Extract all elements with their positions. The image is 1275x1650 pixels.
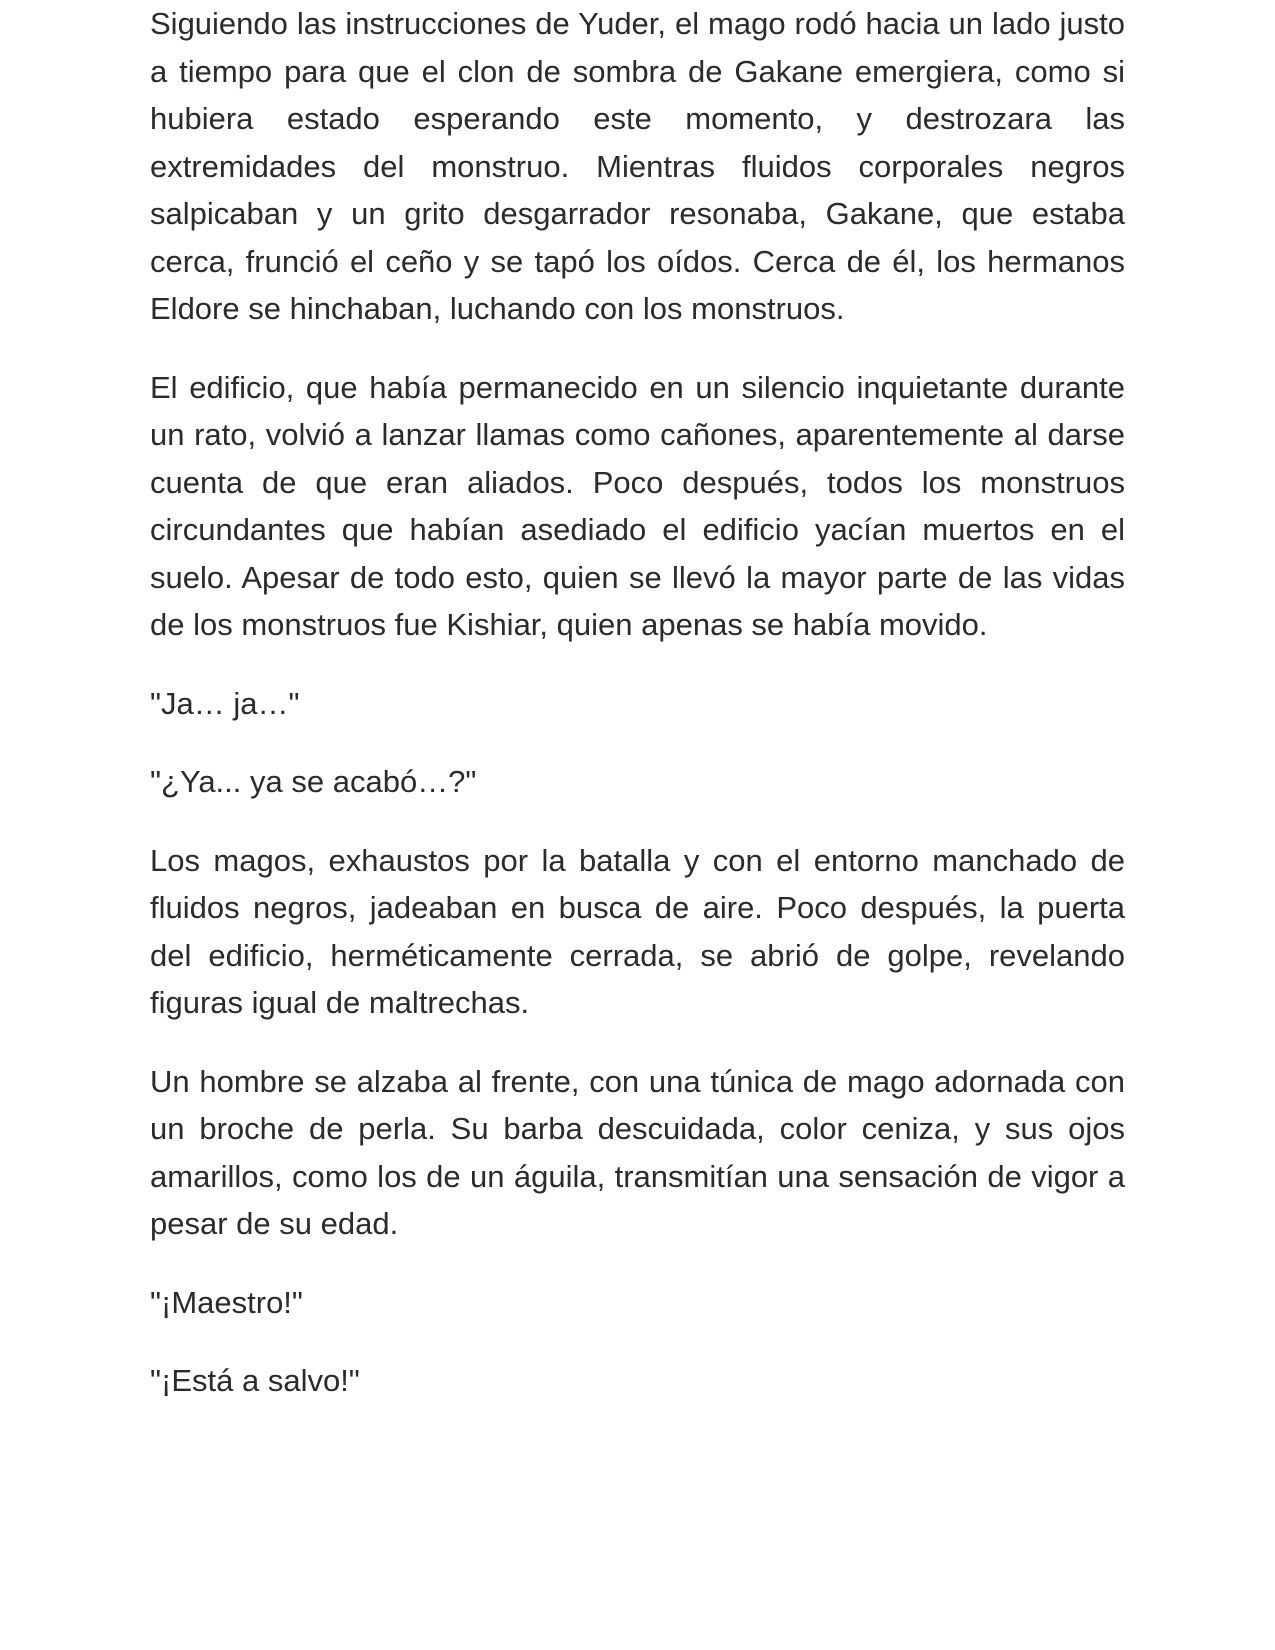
dialogue-line-4: "¡Está a salvo!" [150, 1363, 360, 1398]
dialogue-line-1: "Ja… ja…" [150, 685, 300, 721]
paragraph-3: Los magos, exhaustos por la batalla y con el entorno manchado de fluidos negros, jadeaban en busca de aire. Poco después, la puerta del edificio, herméticamente cerrada, se abrió de golpe, revelando figuras igual de maltrechas. [150, 842, 1125, 1020]
document-page [150, 0, 1125, 1436]
dialogue-line-3: "¡Maestro!" [150, 1284, 303, 1320]
paragraph-1: Siguiendo las instrucciones de Yuder, el mago rodó hacia un lado justo a tiempo para que el clon de sombra de Gakane emergiera, como si hubiera estado esperando este momento, y destrozara las extremidades del monstruo. Mientras fluidos corporales negros salpicaban y un grito desgarrador resonaba, Gakane, que estaba cerca, frunció el ceño y se tapó los oídos. Cerca de él, los hermanos Eldore se hinchaban, luchando con los monstruos. [150, 6, 1125, 326]
dialogue-line-2: "¿Ya... ya se acabó…?" [150, 764, 477, 799]
paragraph-4: Un hombre se alzaba al frente, con una túnica de mago adornada con un broche de perla. Su barba descuidada, color ceniza, y sus ojos amarillos, como los de un águila, transmitían una sensación de vigor a pesar de su edad. [150, 1063, 1125, 1241]
paragraph-2: El edificio, que había permanecido en un silencio inquietante durante un rato, volvió a lanzar llamas como cañones, aparentemente al darse cuenta de que eran aliados. Poco después, todos los monstruos circundantes que habían asediado el edificio yacían muertos en el suelo. Apesar de todo esto, quien se llevó la mayor parte de las vidas de los monstruos fue Kishiar, quien apenas se había movido. [150, 369, 1125, 642]
